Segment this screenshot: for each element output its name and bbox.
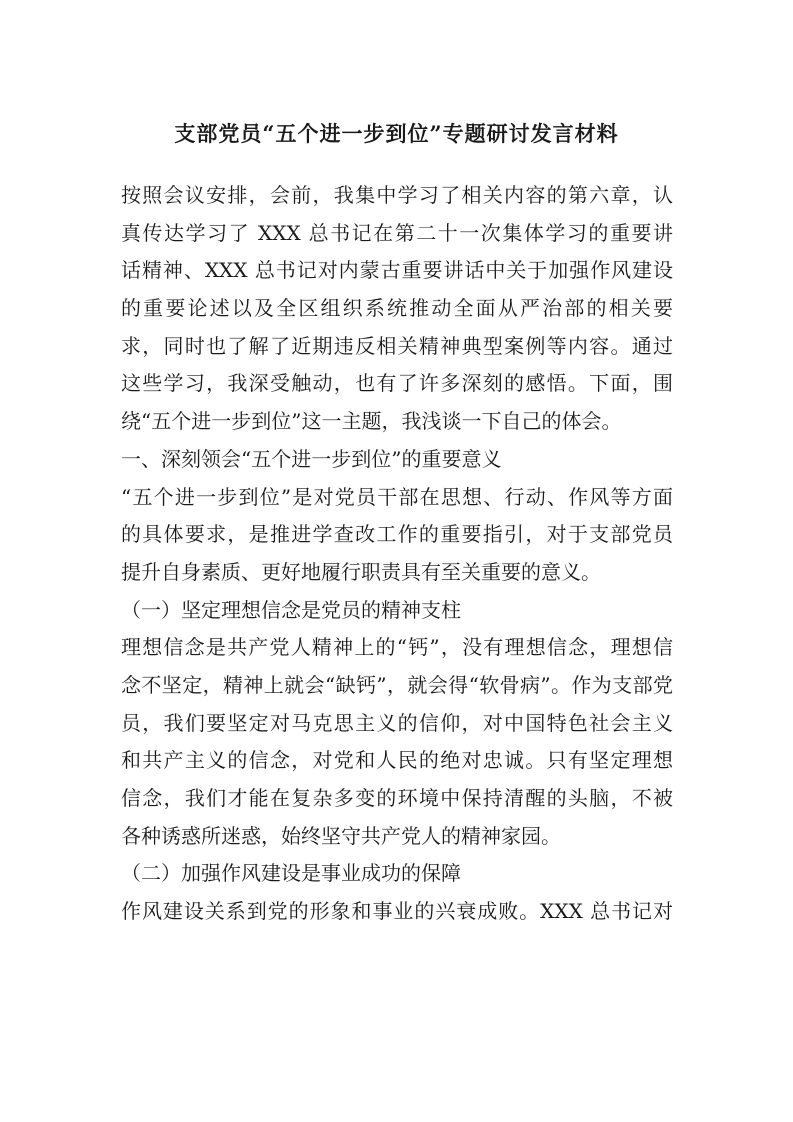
document-title: 支部党员“五个进一步到位”专题研讨发言材料 (174, 121, 619, 146)
subsection-heading: （二）加强作风建设是事业成功的保障 (121, 861, 461, 886)
section-heading: 一、深刻领会“五个进一步到位”的重要意义 (121, 446, 502, 471)
paragraph-line: 员，我们要坚定对马克思主义的信仰，对中国特色社会主义 (121, 710, 673, 735)
paragraph-line: 各种诱惑所迷惑，始终坚守共产党人的精神家园。 (121, 823, 561, 848)
paragraph-line: 作风建设关系到党的形象和事业的兴衰成败。XXX 总书记对 (121, 899, 673, 924)
paragraph-line: 念不坚定，精神上就会“缺钙”，就会得“软骨病”。作为支部党 (121, 672, 673, 697)
document-body (121, 177, 673, 931)
subsection-heading: （一）坚定理想信念是党员的精神支柱 (121, 597, 461, 622)
paragraph-line: 理想信念是共产党人精神上的“钙”，没有理想信念，理想信 (121, 635, 673, 660)
paragraph-line: 求，同时也了解了近期违反相关精神典型案例等内容。通过 (121, 333, 673, 358)
paragraph-line: 绕“五个进一步到位”这一主题，我浅谈一下自己的体会。 (121, 409, 622, 434)
paragraph-line: 的具体要求，是推进学查改工作的重要指引，对于支部党员 (121, 522, 673, 547)
paragraph-line: 信念，我们才能在复杂多变的环境中保持清醒的头脑，不被 (121, 786, 673, 810)
paragraph-line: 的重要论述以及全区组织系统推动全面从严治部的相关要 (121, 296, 673, 321)
paragraph-line: 按照会议安排，会前，我集中学习了相关内容的第六章，认 (121, 183, 673, 207)
paragraph-line: 真传达学习了 XXX 总书记在第二十一次集体学习的重要讲 (121, 220, 673, 245)
paragraph-line: “五个进一步到位”是对党员干部在思想、行动、作风等方面 (121, 484, 673, 509)
paragraph-line: 提升自身素质、更好地履行职责具有至关重要的意义。 (121, 559, 601, 584)
paragraph-line: 这些学习，我深受触动，也有了许多深刻的感悟。下面，围 (121, 371, 673, 396)
paragraph-line: 话精神、XXX 总书记对内蒙古重要讲话中关于加强作风建设 (121, 258, 673, 283)
paragraph-line: 和共产主义的信念，对党和人民的绝对忠诚。只有坚定理想 (121, 748, 673, 773)
